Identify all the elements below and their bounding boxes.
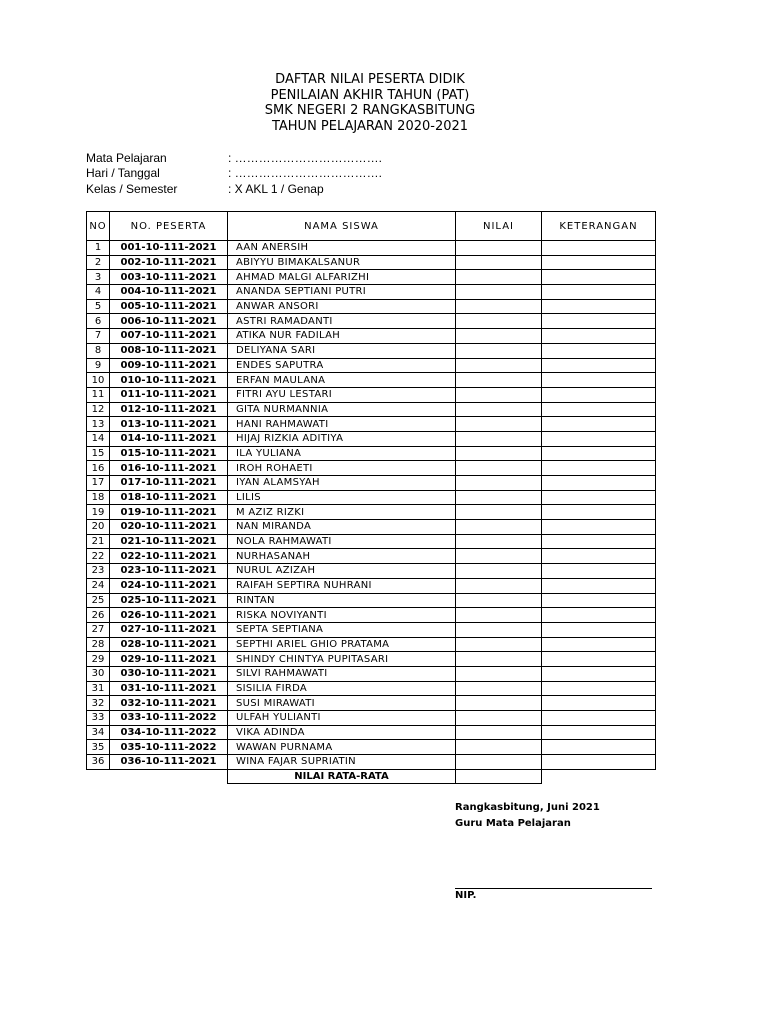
row-nilai-cell[interactable] [456, 431, 542, 446]
row-nama-siswa: ANWAR ANSORI [228, 299, 456, 314]
row-no-peserta: 014-10-111-2021 [110, 431, 228, 446]
table-row [87, 314, 656, 329]
row-no-peserta: 004-10-111-2021 [110, 285, 228, 300]
info-value: : X AKL 1 / Genap [228, 182, 324, 196]
row-nama-siswa: AHMAD MALGI ALFARIZHI [228, 270, 456, 285]
row-no-peserta: 010-10-111-2021 [110, 373, 228, 388]
row-nama-siswa: SILVI RAHMAWATI [228, 666, 456, 681]
table-row [87, 490, 656, 505]
row-nilai-cell[interactable] [456, 299, 542, 314]
info-label: Hari / Tanggal [86, 166, 160, 180]
info-value: : ………………………………. [228, 166, 383, 180]
row-nilai-cell[interactable] [456, 461, 542, 476]
row-no-peserta: 016-10-111-2021 [110, 461, 228, 476]
row-no-peserta: 007-10-111-2021 [110, 329, 228, 344]
row-no: 16 [87, 461, 110, 476]
row-nama-siswa: ANANDA SEPTIANI PUTRI [228, 285, 456, 300]
row-no: 12 [87, 402, 110, 417]
info-label: Mata Pelajaran [86, 151, 167, 165]
row-no-peserta: 021-10-111-2021 [110, 534, 228, 549]
row-no: 18 [87, 490, 110, 505]
row-no-peserta: 019-10-111-2021 [110, 505, 228, 520]
row-keterangan-cell[interactable] [542, 446, 656, 461]
row-keterangan-cell[interactable] [542, 696, 656, 711]
row-nama-siswa: SISILIA FIRDA [228, 681, 456, 696]
row-no-peserta: 029-10-111-2021 [110, 652, 228, 667]
row-no-peserta: 027-10-111-2021 [110, 622, 228, 637]
row-no: 35 [87, 740, 110, 755]
table-row [87, 534, 656, 549]
table-row [87, 446, 656, 461]
row-no: 8 [87, 343, 110, 358]
row-nilai-cell[interactable] [456, 520, 542, 535]
header-no: NO [87, 212, 110, 241]
row-keterangan-cell[interactable] [542, 505, 656, 520]
row-no: 17 [87, 476, 110, 491]
row-no: 13 [87, 417, 110, 432]
row-no: 11 [87, 387, 110, 402]
row-no-peserta: 009-10-111-2021 [110, 358, 228, 373]
table-row [87, 652, 656, 667]
row-nama-siswa: RAIFAH SEPTIRA NUHRANI [228, 578, 456, 593]
row-keterangan-cell[interactable] [542, 358, 656, 373]
table-row [87, 358, 656, 373]
row-nilai-cell[interactable] [456, 402, 542, 417]
table-row [87, 461, 656, 476]
row-no-peserta: 011-10-111-2021 [110, 387, 228, 402]
row-keterangan-cell[interactable] [542, 402, 656, 417]
row-no-peserta: 002-10-111-2021 [110, 255, 228, 270]
table-row [87, 505, 656, 520]
row-no: 20 [87, 520, 110, 535]
table-row [87, 711, 656, 726]
row-keterangan-cell[interactable] [542, 461, 656, 476]
row-nilai-cell[interactable] [456, 725, 542, 740]
row-no-peserta: 017-10-111-2021 [110, 476, 228, 491]
row-nama-siswa: VIKA ADINDA [228, 725, 456, 740]
table-row [87, 740, 656, 755]
row-no: 34 [87, 725, 110, 740]
average-label: NILAI RATA-RATA [228, 769, 456, 784]
row-nilai-cell[interactable] [456, 285, 542, 300]
row-nilai-cell[interactable] [456, 314, 542, 329]
header-nama-siswa: NAMA SISWA [228, 212, 456, 241]
row-no-peserta: 023-10-111-2021 [110, 564, 228, 579]
row-no-peserta: 006-10-111-2021 [110, 314, 228, 329]
signature-place-date: Rangkasbitung, Juni 2021 [455, 802, 600, 813]
row-no: 30 [87, 666, 110, 681]
row-nama-siswa: FITRI AYU LESTARI [228, 387, 456, 402]
row-no: 2 [87, 255, 110, 270]
row-keterangan-cell[interactable] [542, 314, 656, 329]
row-no: 36 [87, 755, 110, 770]
row-nilai-cell[interactable] [456, 270, 542, 285]
row-no-peserta: 028-10-111-2021 [110, 637, 228, 652]
row-no-peserta: 003-10-111-2021 [110, 270, 228, 285]
row-no: 19 [87, 505, 110, 520]
row-no-peserta: 008-10-111-2021 [110, 343, 228, 358]
table-row [87, 373, 656, 388]
title-line: TAHUN PELAJARAN 2020-2021 [271, 118, 469, 134]
table-row [87, 417, 656, 432]
table-row [87, 549, 656, 564]
row-nama-siswa: HANI RAHMAWATI [228, 417, 456, 432]
row-keterangan-cell[interactable] [542, 740, 656, 755]
table-header-row [87, 212, 656, 241]
title-line: PENILAIAN AKHIR TAHUN (PAT) [270, 87, 470, 103]
row-no: 5 [87, 299, 110, 314]
nip-label: NIP. [455, 890, 477, 901]
row-no: 10 [87, 373, 110, 388]
row-nama-siswa: HIJAJ RIZKIA ADITIYA [228, 431, 456, 446]
row-no-peserta: 024-10-111-2021 [110, 578, 228, 593]
row-keterangan-cell[interactable] [542, 255, 656, 270]
row-keterangan-cell[interactable] [542, 520, 656, 535]
row-no-peserta: 034-10-111-2022 [110, 725, 228, 740]
row-keterangan-cell[interactable] [542, 681, 656, 696]
table-row [87, 725, 656, 740]
info-value: : ………………………………. [228, 151, 383, 165]
row-nama-siswa: ILA YULIANA [228, 446, 456, 461]
table-row [87, 476, 656, 491]
row-nilai-cell[interactable] [456, 387, 542, 402]
row-nama-siswa: ENDES SAPUTRA [228, 358, 456, 373]
row-no: 9 [87, 358, 110, 373]
row-no: 3 [87, 270, 110, 285]
table-row [87, 387, 656, 402]
row-keterangan-cell[interactable] [542, 578, 656, 593]
table-row [87, 637, 656, 652]
row-nama-siswa: IROH ROHAETI [228, 461, 456, 476]
row-no: 22 [87, 549, 110, 564]
row-no: 28 [87, 637, 110, 652]
row-nama-siswa: NOLA RAHMAWATI [228, 534, 456, 549]
row-nilai-cell[interactable] [456, 681, 542, 696]
row-no-peserta: 015-10-111-2021 [110, 446, 228, 461]
row-nilai-cell[interactable] [456, 534, 542, 549]
row-nilai-cell[interactable] [456, 564, 542, 579]
row-nilai-cell[interactable] [456, 343, 542, 358]
row-nama-siswa: SHINDY CHINTYA PUPITASARI [228, 652, 456, 667]
row-nama-siswa: M AZIZ RIZKI [228, 505, 456, 520]
row-nama-siswa: GITA NURMANNIA [228, 402, 456, 417]
row-no-peserta: 031-10-111-2021 [110, 681, 228, 696]
row-no-peserta: 005-10-111-2021 [110, 299, 228, 314]
row-nama-siswa: NAN MIRANDA [228, 520, 456, 535]
header-nilai: NILAI [456, 212, 542, 241]
row-nilai-cell[interactable] [456, 622, 542, 637]
row-no: 23 [87, 564, 110, 579]
row-no: 24 [87, 578, 110, 593]
row-keterangan-cell[interactable] [542, 343, 656, 358]
row-nilai-cell[interactable] [456, 637, 542, 652]
row-nama-siswa: ERFAN MAULANA [228, 373, 456, 388]
row-keterangan-cell[interactable] [542, 299, 656, 314]
row-nama-siswa: ASTRI RAMADANTI [228, 314, 456, 329]
row-nilai-cell[interactable] [456, 446, 542, 461]
table-row [87, 270, 656, 285]
title-line: SMK NEGERI 2 RANGKASBITUNG [264, 103, 476, 118]
grades-table [86, 211, 656, 784]
table-row [87, 343, 656, 358]
row-nilai-cell[interactable] [456, 755, 542, 770]
row-keterangan-cell[interactable] [542, 476, 656, 491]
row-nilai-cell[interactable] [456, 578, 542, 593]
row-no-peserta: 018-10-111-2021 [110, 490, 228, 505]
row-no-peserta: 036-10-111-2021 [110, 755, 228, 770]
row-no-peserta: 035-10-111-2022 [110, 740, 228, 755]
row-nama-siswa: DELIYANA SARI [228, 343, 456, 358]
signature-line [455, 888, 652, 889]
row-no: 21 [87, 534, 110, 549]
row-nilai-cell[interactable] [456, 373, 542, 388]
row-nilai-cell[interactable] [456, 241, 542, 256]
row-nilai-cell[interactable] [456, 505, 542, 520]
row-no: 26 [87, 608, 110, 623]
row-nilai-cell[interactable] [456, 696, 542, 711]
table-row [87, 696, 656, 711]
row-nama-siswa: LILIS [228, 490, 456, 505]
table-row [87, 755, 656, 770]
row-no-peserta: 026-10-111-2021 [110, 608, 228, 623]
row-keterangan-cell[interactable] [542, 417, 656, 432]
row-no: 33 [87, 711, 110, 726]
row-nama-siswa: SEPTA SEPTIANA [228, 622, 456, 637]
row-keterangan-cell[interactable] [542, 608, 656, 623]
row-keterangan-cell[interactable] [542, 593, 656, 608]
row-nilai-cell[interactable] [456, 417, 542, 432]
row-nilai-cell[interactable] [456, 593, 542, 608]
row-no-peserta: 022-10-111-2021 [110, 549, 228, 564]
row-nama-siswa: AAN ANERSIH [228, 241, 456, 256]
row-no: 27 [87, 622, 110, 637]
row-no: 6 [87, 314, 110, 329]
row-no: 29 [87, 652, 110, 667]
row-no-peserta: 013-10-111-2021 [110, 417, 228, 432]
row-nilai-cell[interactable] [456, 255, 542, 270]
table-row [87, 241, 656, 256]
row-no-peserta: 025-10-111-2021 [110, 593, 228, 608]
row-nilai-cell[interactable] [456, 608, 542, 623]
table-row [87, 520, 656, 535]
header-keterangan: KETERANGAN [542, 212, 656, 241]
row-nama-siswa: ULFAH YULIANTI [228, 711, 456, 726]
table-row [87, 681, 656, 696]
row-nama-siswa: RISKA NOVIYANTI [228, 608, 456, 623]
row-no-peserta: 033-10-111-2022 [110, 711, 228, 726]
row-keterangan-cell[interactable] [542, 755, 656, 770]
table-row [87, 564, 656, 579]
row-keterangan-cell[interactable] [542, 652, 656, 667]
table-row [87, 666, 656, 681]
row-keterangan-cell[interactable] [542, 431, 656, 446]
row-nama-siswa: SUSI MIRAWATI [228, 696, 456, 711]
average-row [87, 769, 656, 784]
row-nama-siswa: NURUL AZIZAH [228, 564, 456, 579]
row-nilai-cell[interactable] [456, 358, 542, 373]
row-no: 7 [87, 329, 110, 344]
row-nama-siswa: SEPTHI ARIEL GHIO PRATAMA [228, 637, 456, 652]
header-no-peserta: NO. PESERTA [110, 212, 228, 241]
row-keterangan-cell[interactable] [542, 711, 656, 726]
row-nama-siswa: IYAN ALAMSYAH [228, 476, 456, 491]
average-value-cell[interactable] [456, 769, 542, 784]
row-nama-siswa: WINA FAJAR SUPRIATIN [228, 755, 456, 770]
row-nama-siswa: ABIYYU BIMAKALSANUR [228, 255, 456, 270]
row-no: 4 [87, 285, 110, 300]
table-row [87, 329, 656, 344]
title-line: DAFTAR NILAI PESERTA DIDIK [275, 72, 465, 87]
row-keterangan-cell[interactable] [542, 270, 656, 285]
average-blank [542, 769, 656, 784]
row-nilai-cell[interactable] [456, 549, 542, 564]
row-nilai-cell[interactable] [456, 329, 542, 344]
row-no-peserta: 012-10-111-2021 [110, 402, 228, 417]
row-keterangan-cell[interactable] [542, 534, 656, 549]
row-nama-siswa: WAWAN PURNAMA [228, 740, 456, 755]
row-nilai-cell[interactable] [456, 476, 542, 491]
row-no-peserta: 030-10-111-2021 [110, 666, 228, 681]
row-nilai-cell[interactable] [456, 740, 542, 755]
row-keterangan-cell[interactable] [542, 490, 656, 505]
row-keterangan-cell[interactable] [542, 725, 656, 740]
row-no: 14 [87, 431, 110, 446]
table-row [87, 622, 656, 637]
row-no: 1 [87, 241, 110, 256]
row-keterangan-cell[interactable] [542, 666, 656, 681]
average-spacer [87, 769, 228, 784]
row-nama-siswa: ATIKA NUR FADILAH [228, 329, 456, 344]
row-keterangan-cell[interactable] [542, 622, 656, 637]
row-keterangan-cell[interactable] [542, 373, 656, 388]
row-no-peserta: 001-10-111-2021 [110, 241, 228, 256]
row-keterangan-cell[interactable] [542, 241, 656, 256]
table-row [87, 285, 656, 300]
row-no: 25 [87, 593, 110, 608]
row-nilai-cell[interactable] [456, 490, 542, 505]
row-no: 15 [87, 446, 110, 461]
row-nilai-cell[interactable] [456, 652, 542, 667]
table-row [87, 431, 656, 446]
row-nilai-cell[interactable] [456, 711, 542, 726]
row-keterangan-cell[interactable] [542, 387, 656, 402]
row-no-peserta: 032-10-111-2021 [110, 696, 228, 711]
table-row [87, 402, 656, 417]
row-keterangan-cell[interactable] [542, 549, 656, 564]
row-keterangan-cell[interactable] [542, 637, 656, 652]
table-row [87, 608, 656, 623]
row-keterangan-cell[interactable] [542, 564, 656, 579]
row-nama-siswa: RINTAN [228, 593, 456, 608]
table-row [87, 593, 656, 608]
row-no: 31 [87, 681, 110, 696]
row-keterangan-cell[interactable] [542, 329, 656, 344]
signature-role: Guru Mata Pelajaran [455, 818, 571, 829]
table-row [87, 578, 656, 593]
info-label: Kelas / Semester [86, 182, 178, 196]
table-row [87, 299, 656, 314]
document-title [0, 72, 740, 134]
row-nama-siswa: NURHASANAH [228, 549, 456, 564]
row-no-peserta: 020-10-111-2021 [110, 520, 228, 535]
table-row [87, 255, 656, 270]
row-no: 32 [87, 696, 110, 711]
row-nilai-cell[interactable] [456, 666, 542, 681]
row-keterangan-cell[interactable] [542, 285, 656, 300]
